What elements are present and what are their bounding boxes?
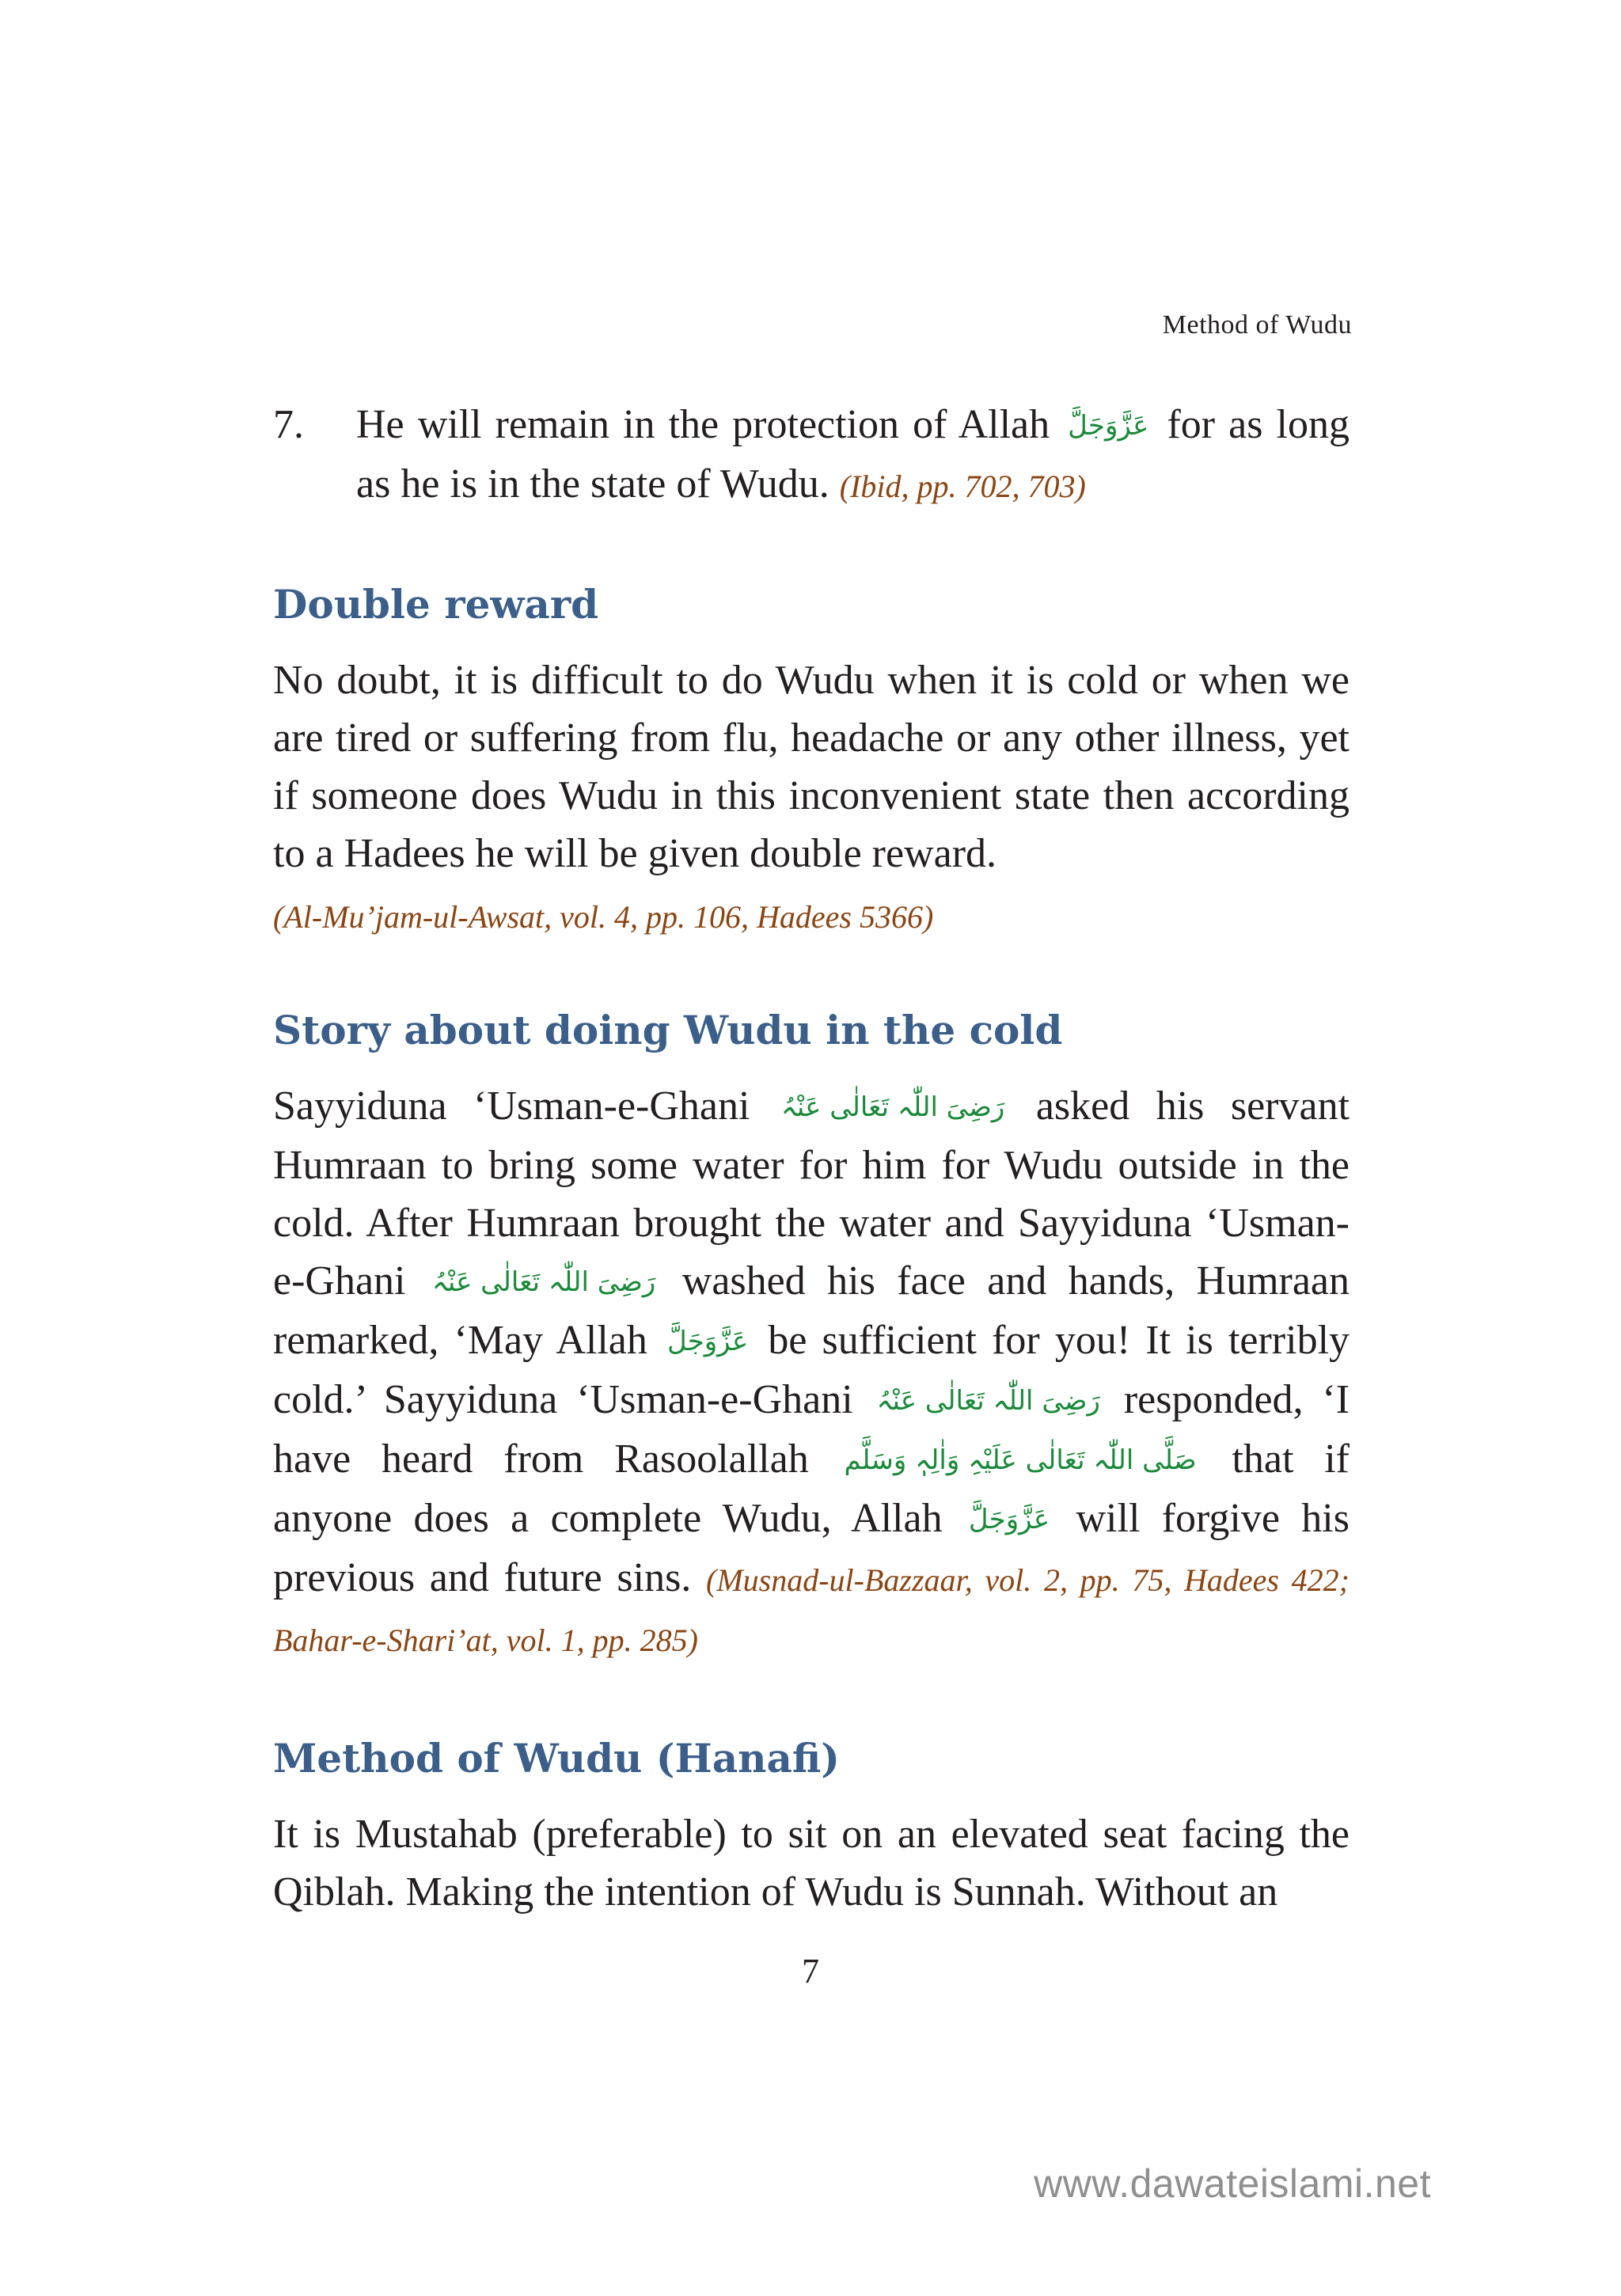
paragraph-double-reward: No doubt, it is difficult to do Wudu when it is cold or when we are tired or suffering from flu, headache or any other illness, yet if someone does Wudu in this inconvenient state then according to a Hadees he will be given double reward. (273, 658, 1350, 876)
heading-double-reward: Double reward (273, 581, 599, 628)
story-text-2: asked his servant Humraan to bring some water for him for Wudu outside in the cold. After Humraan brought the water and Sayyiduna ‘Usman-e-Ghani (273, 1083, 1350, 1304)
arabic-honorific: رَضِیَ اللّٰہ تَعَالٰی عَنْہُ (876, 1385, 1100, 1417)
page-number: 7 (802, 1952, 819, 1990)
arabic-honorific: عَزَّوَجَلَّ (968, 1504, 1050, 1535)
heading-story: Story about doing Wudu in the cold (273, 1007, 1063, 1053)
list-text (356, 396, 1350, 515)
paragraph-method: It is Mustahab (preferable) to sit on an elevated seat facing the Qiblah. Making the intention of Wudu is Sunnah. Without an (273, 1812, 1350, 1915)
page-content (273, 396, 1350, 1921)
arabic-honorific: عَزَّوَجَلَّ (666, 1326, 749, 1357)
story-text-7: will forgive his previous and future sins. (273, 1496, 1350, 1600)
story-text-3: washed his face and hands, Humraan remarked, ‘May Allah (273, 1258, 1350, 1363)
list-number: 7. (273, 402, 304, 447)
item7-text-a: He will remain in the protection of Allah (356, 402, 1050, 447)
arabic-honorific: رَضِیَ اللّٰہ تَعَالٰی عَنْہُ (431, 1266, 656, 1298)
watermark-url: www.dawateislami.net (1034, 2161, 1431, 2206)
citation-double-reward: (Al-Mu’jam-ul-Awsat, vol. 4, pp. 106, Hadees 5366) (273, 899, 934, 935)
arabic-honorific: صَلَّی اللّٰہ تَعَالٰی عَلَیْہِ وَاٰلِہٖ وَسَلَّم (844, 1444, 1197, 1476)
list-item-7 (273, 396, 1350, 515)
heading-method: Method of Wudu (Hanafi) (273, 1735, 840, 1782)
story-text-4: be sufficient for you! It is terribly cold.’ Sayyiduna ‘Usman-e-Ghani (273, 1318, 1350, 1422)
citation: (Ibid, pp. 702, 703) (839, 469, 1086, 504)
story-text-5: responded, ‘I have heard from Rasoolallah (273, 1377, 1350, 1482)
item7-text-b: for as long as he is in the state of Wudu. (356, 402, 1350, 507)
paragraph-story (273, 1077, 1350, 1669)
citation-story: (Musnad-ul-Bazzaar, vol. 2, pp. 75, Hadees 422; Bahar-e-Shari’at, vol. 1, pp. 285) (273, 1562, 1350, 1658)
arabic-honorific: عَزَّوَجَلَّ (1068, 410, 1149, 442)
story-text-1: Sayyiduna ‘Usman-e-Ghani (273, 1083, 750, 1129)
story-text-6: that if anyone does a complete Wudu, Allah (273, 1436, 1350, 1541)
arabic-honorific: رَضِیَ اللّٰہ تَعَالٰی عَنْہُ (780, 1091, 1005, 1123)
running-header: Method of Wudu (1162, 310, 1352, 340)
